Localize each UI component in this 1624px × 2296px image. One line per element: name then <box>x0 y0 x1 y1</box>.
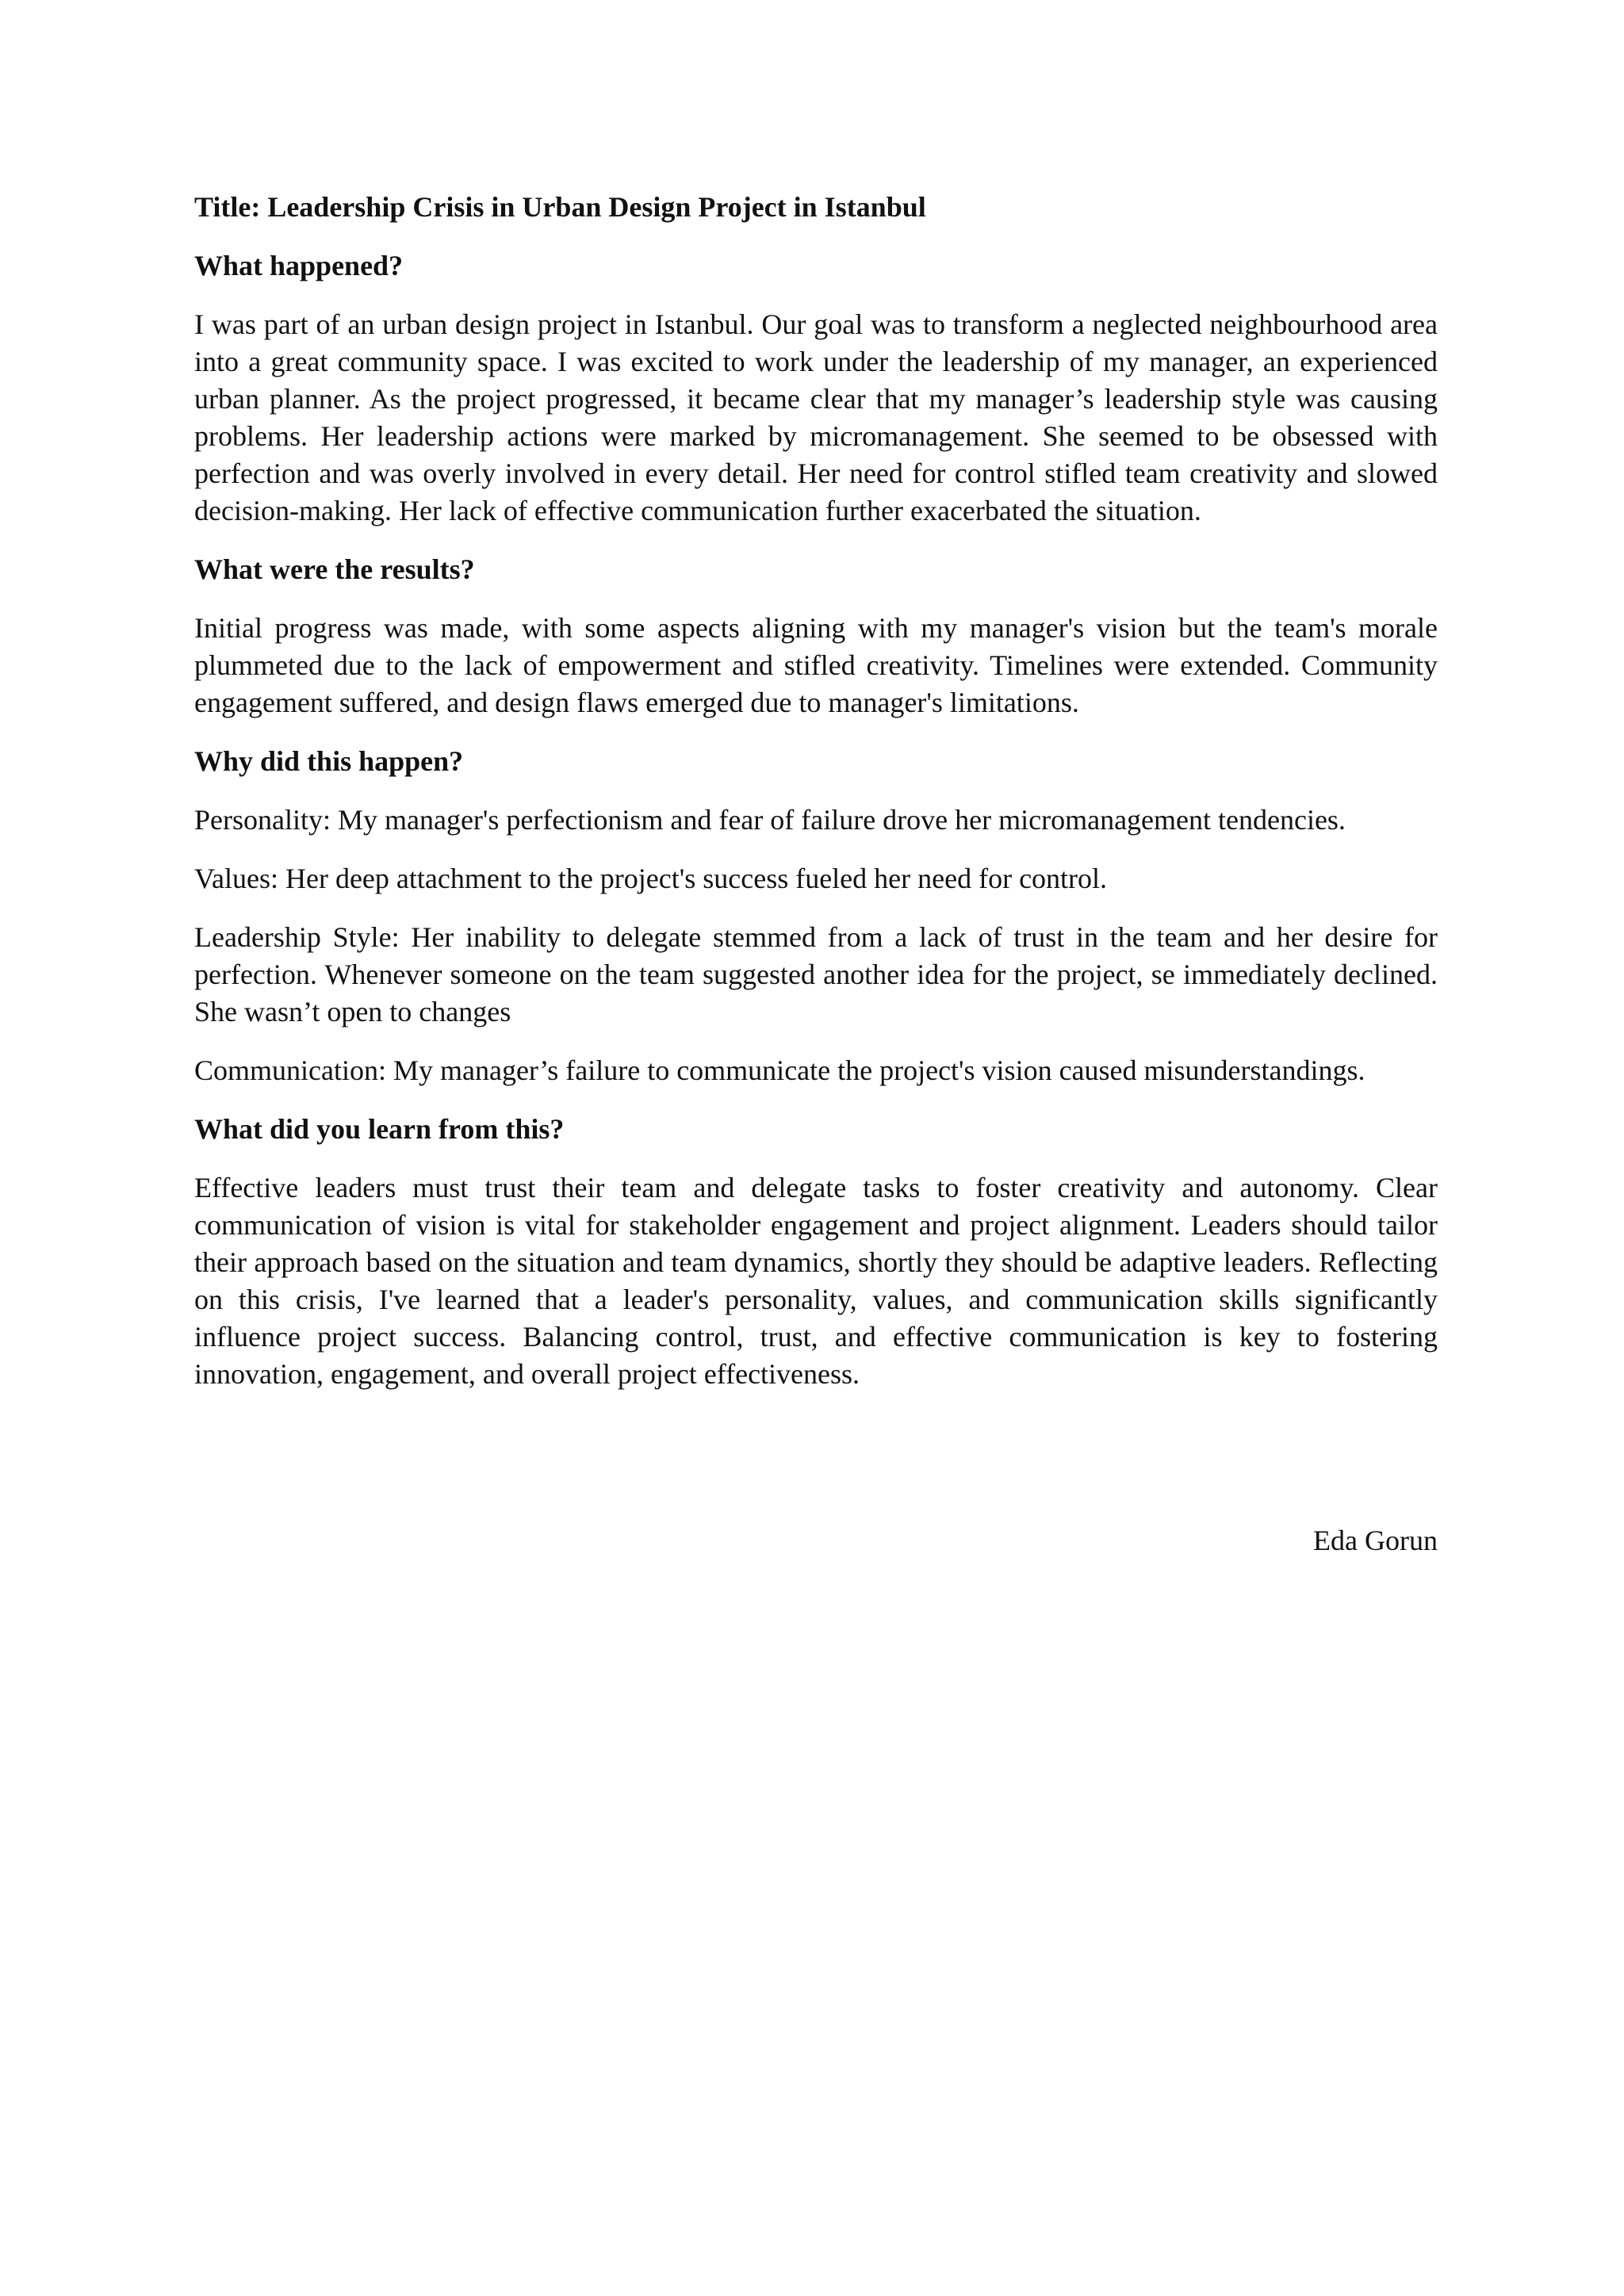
heading-what-happened: What happened? <box>194 250 404 281</box>
paragraph-what-happened: I was part of an urban design project in Istanbul. Our goal was to transform a neglected neighbourhood area into a great community space. I was excited to work under the leadership of my manager, an experienced urban planner. As the project progressed, it became clear that my manager’s leadership style was causing problems. Her leadership actions were marked by micromanagement. She seemed to be obsessed with perfection and was overly involved in every detail. Her need for control stifled team creativity and slowed decision-making. Her lack of effective communication further exacerbated the situation. <box>194 308 1438 526</box>
paragraph-leadership-style: Leadership Style: Her inability to delegate stemmed from a lack of trust in the team and her desire for perfection. Whenever someone on the team suggested another idea for the project, se immediately declined. She wasn’t open to changes <box>194 921 1438 1027</box>
heading-learned: What did you learn from this? <box>194 1113 565 1145</box>
paragraph-personality: Personality: My manager's perfectionism and fear of failure drove her micromanagement tendencies. <box>194 804 1346 836</box>
paragraph-results: Initial progress was made, with some aspects aligning with my manager's vision but the team's morale plummeted due to the lack of empowerment and stifled creativity. Timelines were extended. Community engagement suffered, and design flaws emerged due to manager's limitations. <box>194 612 1438 718</box>
document-body <box>194 189 1438 1414</box>
author-signature: Eda Gorun <box>1313 1525 1438 1556</box>
heading-why: Why did this happen? <box>194 745 464 777</box>
document-title: Title: Leadership Crisis in Urban Design Project in Istanbul <box>194 191 926 223</box>
heading-results: What were the results? <box>194 553 475 585</box>
paragraph-values: Values: Her deep attachment to the project's success fueled her need for control. <box>194 863 1108 894</box>
paragraph-communication: Communication: My manager’s failure to communicate the project's vision caused misunderstandings. <box>194 1054 1365 1086</box>
paragraph-learned: Effective leaders must trust their team and delegate tasks to foster creativity and autonomy. Clear communication of vision is vital for stakeholder engagement and project alignment. Leaders should tailor their approach based on the situation and team dynamics, shortly they should be adaptive leaders. Reflecting on this crisis, I've learned that a leader's personality, values, and communication skills significantly influence project success. Balancing control, trust, and effective communication is key to fostering innovation, engagement, and overall project effectiveness. <box>194 1172 1438 1390</box>
